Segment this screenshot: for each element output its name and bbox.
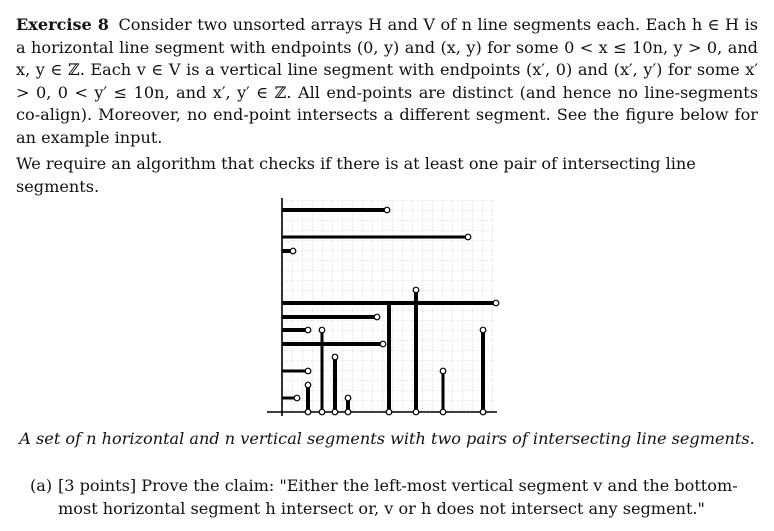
segments-svg	[262, 190, 512, 425]
endpoint	[319, 409, 325, 415]
endpoint	[386, 409, 392, 415]
endpoint	[480, 409, 486, 415]
statement-line-6: example input.	[41, 127, 163, 147]
requirement-text: We require an algorithm that checks if there is at least one pair of intersecting line segments.	[16, 154, 696, 196]
segments-figure	[262, 190, 512, 425]
endpoint	[294, 395, 300, 401]
statement-line-4: x′ > 0, 0 < y′ ≤ 10n, and x′, y′ ∈ ℤ. All end-points are distinct (and hence no line-segments	[16, 60, 758, 102]
part-a-points: [3 points]	[58, 476, 137, 495]
endpoint	[440, 409, 446, 415]
part-a-body	[58, 475, 758, 520]
endpoint	[465, 234, 471, 240]
statement-line-2: a horizontal line segment with endpoints (0, y) and (x, y) for some 0 < x ≤ 10n, y > 0, and	[16, 37, 758, 57]
endpoint	[440, 368, 446, 374]
endpoint	[345, 395, 351, 401]
endpoint	[290, 248, 296, 254]
endpoint	[493, 300, 499, 306]
statement-line-3: x, y ∈ ℤ. Each v ∈ V is a vertical line segment with endpoints (x′, 0) and (x′, y′) for some	[16, 60, 740, 80]
statement-line-1: Consider two unsorted arrays H and V of n line segments each. Each h ∈ H is	[118, 15, 758, 34]
statement-line-5: co-align). Moreover, no end-point intersects a different segment. See the figure below for an	[16, 105, 758, 147]
endpoint	[380, 341, 386, 347]
endpoint	[305, 368, 311, 374]
figure-caption: A set of n horizontal and n vertical segments with two pairs of intersecting line segments.	[19, 429, 755, 448]
exercise-title: Exercise 8	[16, 15, 109, 34]
endpoint	[332, 354, 338, 360]
endpoint	[374, 314, 380, 320]
endpoint	[332, 409, 338, 415]
endpoint	[319, 327, 325, 333]
endpoint	[305, 327, 311, 333]
endpoint	[413, 409, 419, 415]
endpoint	[480, 327, 486, 333]
part-a	[30, 475, 758, 518]
exercise-statement	[16, 14, 758, 150]
endpoint	[384, 207, 390, 213]
endpoint	[305, 382, 311, 388]
endpoint	[345, 409, 351, 415]
part-a-text: Prove the claim: "Either the left-most vertical segment v and the bottom-most horizontal segment h intersect or, v or h does not intersect any segment."	[58, 476, 738, 518]
endpoint	[305, 409, 311, 415]
part-a-label: (a)	[30, 476, 53, 495]
endpoint	[413, 287, 419, 293]
